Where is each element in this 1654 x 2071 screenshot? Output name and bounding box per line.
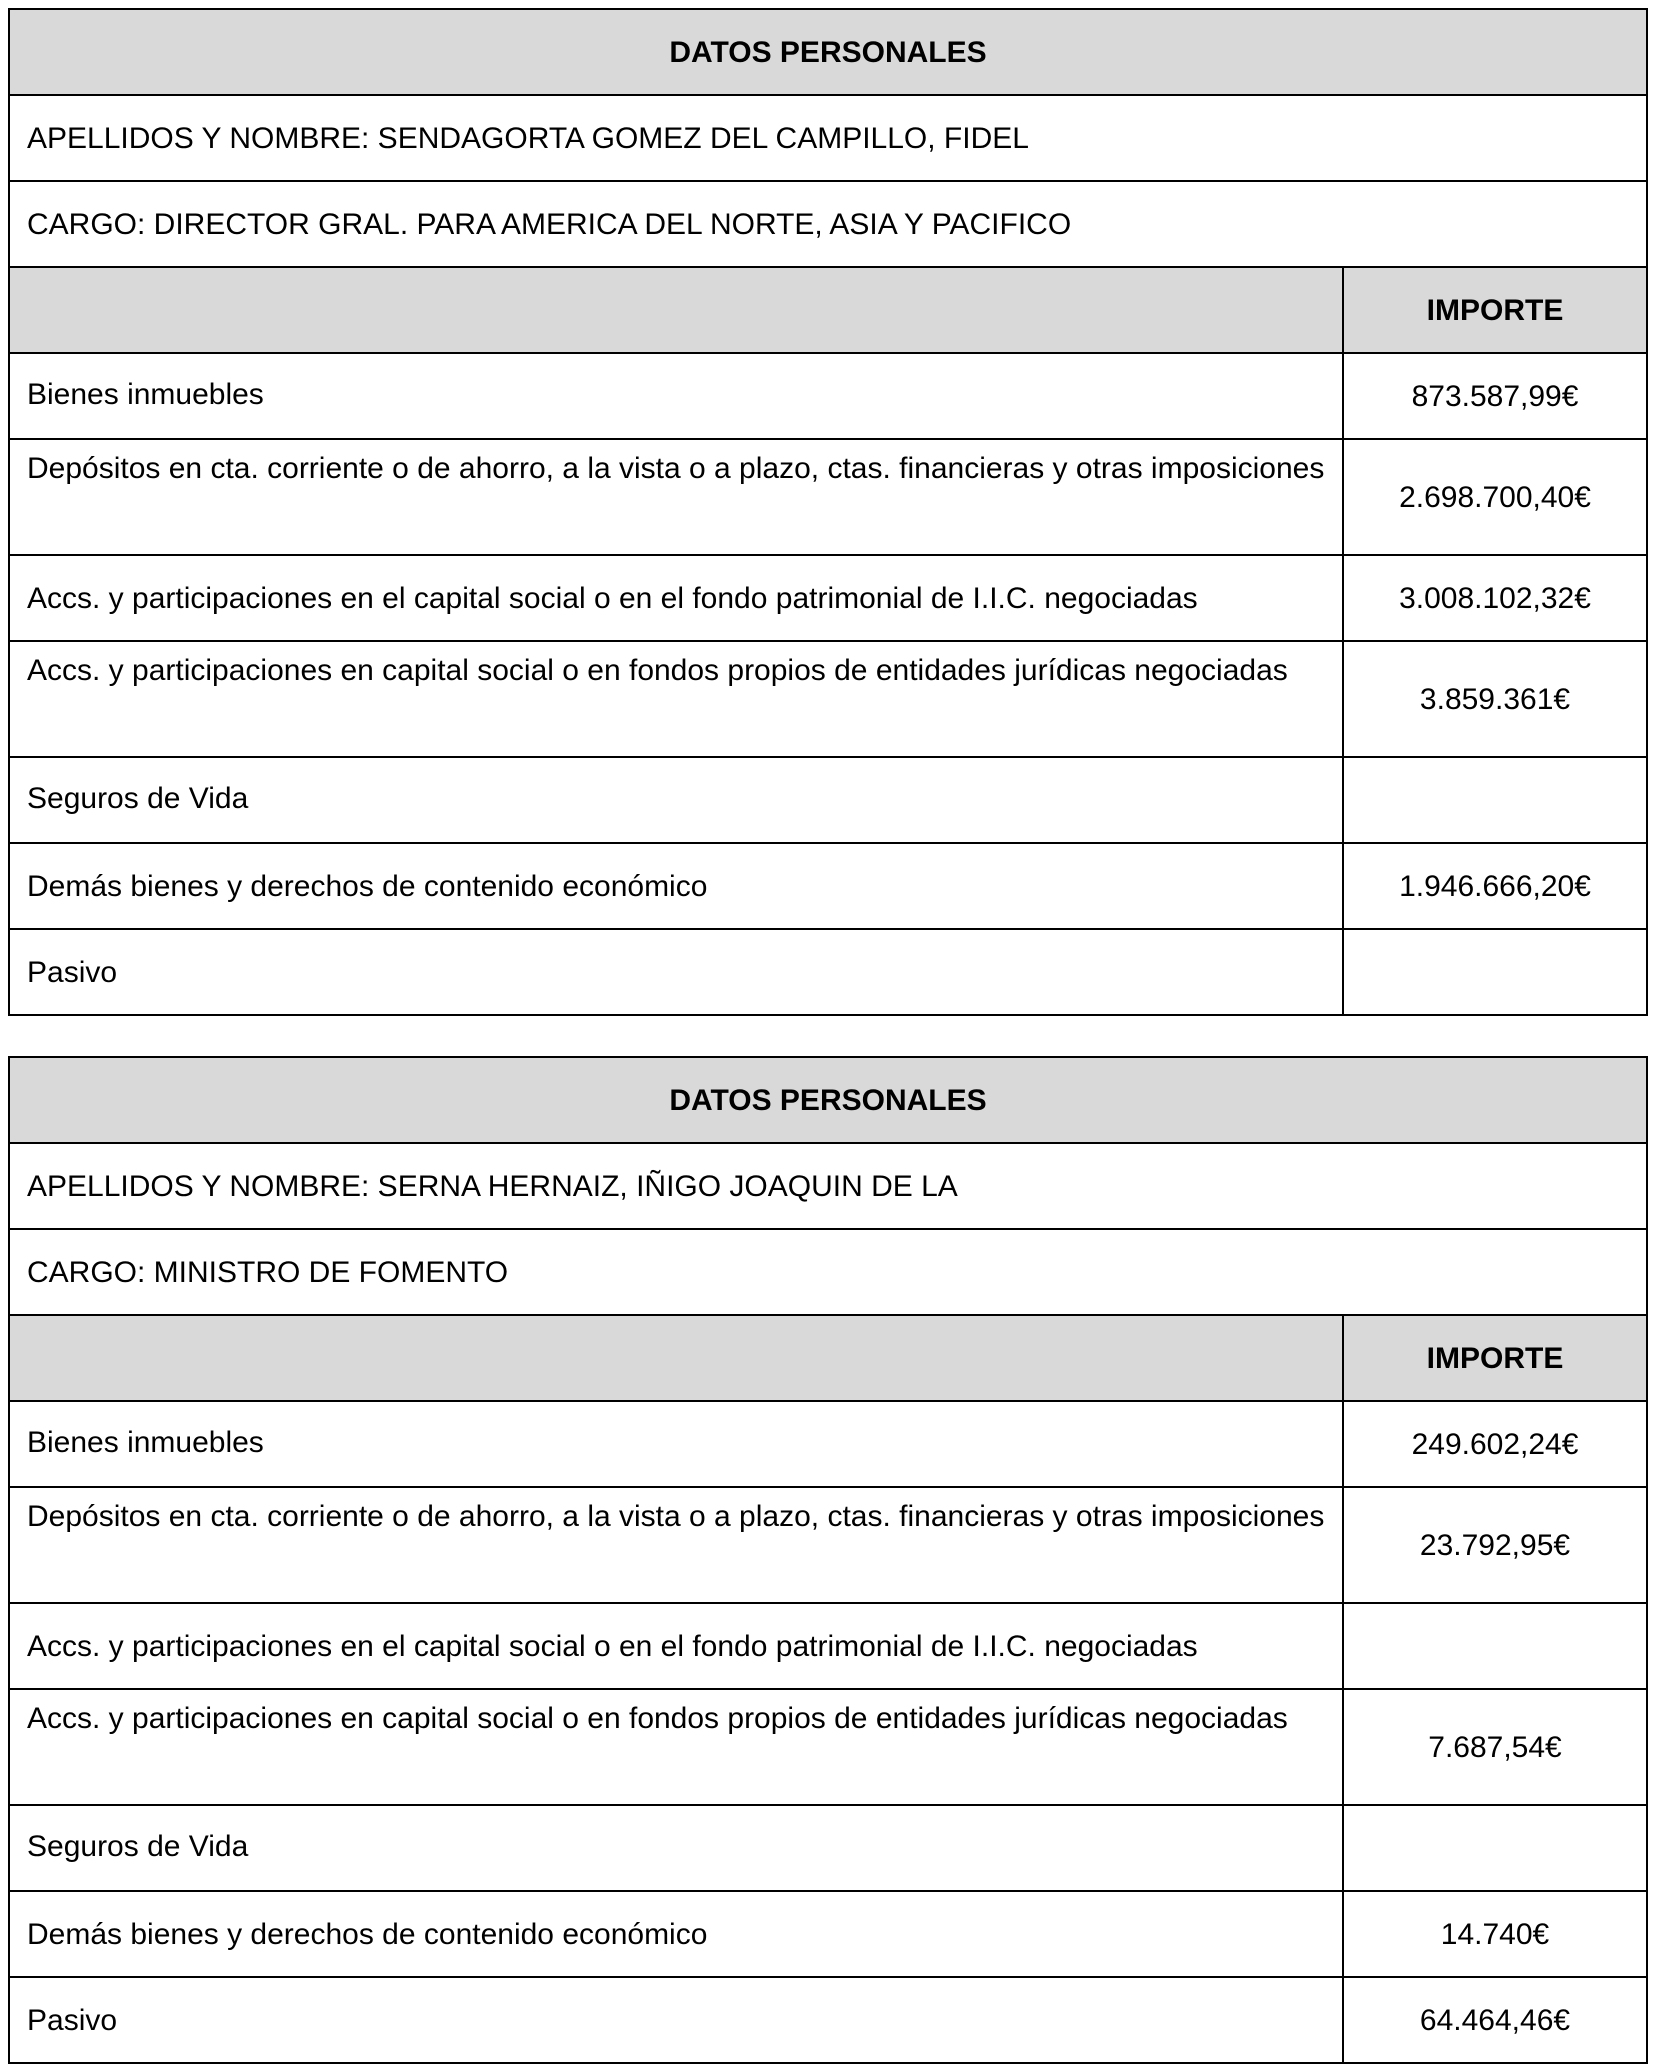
asset-amount — [1343, 757, 1647, 843]
amount-column-header: IMPORTE — [1343, 267, 1647, 353]
asset-row — [9, 555, 1647, 641]
asset-row — [9, 843, 1647, 929]
asset-label: Accs. y participaciones en el capital social o en el fondo patrimonial de I.I.C. negociadas — [9, 555, 1343, 641]
asset-label: Bienes inmuebles — [9, 1401, 1343, 1487]
asset-label: Accs. y participaciones en el capital social o en el fondo patrimonial de I.I.C. negociadas — [9, 1603, 1343, 1689]
asset-row — [9, 1487, 1647, 1603]
asset-label: Demás bienes y derechos de contenido económico — [9, 1891, 1343, 1977]
asset-row — [9, 1977, 1647, 2063]
asset-amount: 3.008.102,32€ — [1343, 555, 1647, 641]
asset-label: Accs. y participaciones en capital social o en fondos propios de entidades jurídicas negociadas — [9, 1689, 1343, 1805]
position-row — [9, 1229, 1647, 1315]
section-header-row — [9, 1057, 1647, 1143]
amount-header-row — [9, 1315, 1647, 1401]
asset-amount: 1.946.666,20€ — [1343, 843, 1647, 929]
section-heading: DATOS PERSONALES — [9, 9, 1647, 95]
declaration-table-1 — [8, 8, 1648, 1016]
header-empty-cell — [9, 267, 1343, 353]
asset-row — [9, 641, 1647, 757]
asset-row — [9, 1891, 1647, 1977]
full-name: APELLIDOS Y NOMBRE: SERNA HERNAIZ, IÑIGO JOAQUIN DE LA — [9, 1143, 1647, 1229]
asset-row — [9, 757, 1647, 843]
header-empty-cell — [9, 1315, 1343, 1401]
asset-row — [9, 1603, 1647, 1689]
asset-amount: 3.859.361€ — [1343, 641, 1647, 757]
asset-label: Accs. y participaciones en capital social o en fondos propios de entidades jurídicas negociadas — [9, 641, 1343, 757]
asset-label: Pasivo — [9, 929, 1343, 1015]
asset-row — [9, 929, 1647, 1015]
amount-header-row — [9, 267, 1647, 353]
asset-amount: 2.698.700,40€ — [1343, 439, 1647, 555]
asset-row — [9, 1689, 1647, 1805]
asset-amount — [1343, 929, 1647, 1015]
asset-label: Pasivo — [9, 1977, 1343, 2063]
asset-amount: 249.602,24€ — [1343, 1401, 1647, 1487]
asset-amount: 7.687,54€ — [1343, 1689, 1647, 1805]
asset-amount: 14.740€ — [1343, 1891, 1647, 1977]
asset-row — [9, 1401, 1647, 1487]
name-row — [9, 95, 1647, 181]
name-row — [9, 1143, 1647, 1229]
full-name: APELLIDOS Y NOMBRE: SENDAGORTA GOMEZ DEL CAMPILLO, FIDEL — [9, 95, 1647, 181]
amount-column-header: IMPORTE — [1343, 1315, 1647, 1401]
asset-amount — [1343, 1603, 1647, 1689]
asset-label: Depósitos en cta. corriente o de ahorro, a la vista o a plazo, ctas. financieras y otras imposiciones — [9, 1487, 1343, 1603]
asset-row — [9, 353, 1647, 439]
asset-label: Seguros de Vida — [9, 757, 1343, 843]
position-row — [9, 181, 1647, 267]
asset-amount: 64.464,46€ — [1343, 1977, 1647, 2063]
asset-label: Demás bienes y derechos de contenido económico — [9, 843, 1343, 929]
asset-label: Bienes inmuebles — [9, 353, 1343, 439]
asset-row — [9, 1805, 1647, 1891]
asset-amount: 873.587,99€ — [1343, 353, 1647, 439]
section-header-row — [9, 9, 1647, 95]
asset-amount — [1343, 1805, 1647, 1891]
section-heading: DATOS PERSONALES — [9, 1057, 1647, 1143]
position-title: CARGO: DIRECTOR GRAL. PARA AMERICA DEL NORTE, ASIA Y PACIFICO — [9, 181, 1647, 267]
asset-label: Depósitos en cta. corriente o de ahorro, a la vista o a plazo, ctas. financieras y otras imposiciones — [9, 439, 1343, 555]
position-title: CARGO: MINISTRO DE FOMENTO — [9, 1229, 1647, 1315]
asset-amount: 23.792,95€ — [1343, 1487, 1647, 1603]
asset-row — [9, 439, 1647, 555]
asset-label: Seguros de Vida — [9, 1805, 1343, 1891]
declaration-table-2 — [8, 1056, 1648, 2064]
